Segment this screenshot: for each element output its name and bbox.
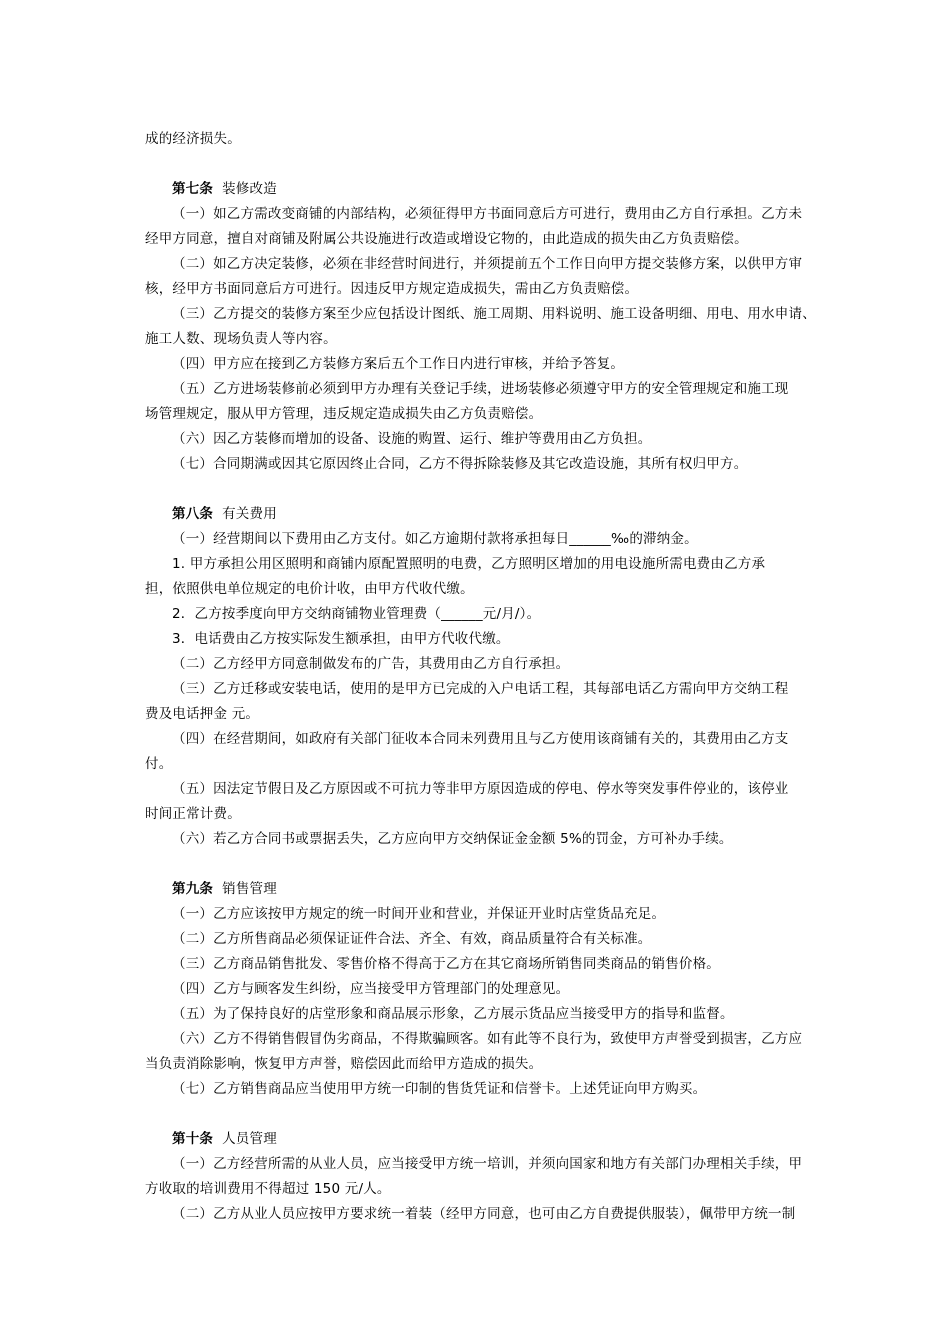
article-10-clause-1-line-2: 方收取的培训费用不得超过 150 元/人。 [145, 1181, 391, 1197]
article-7-clause-1-line-2: 经甲方同意，擅自对商铺及附属公共设施进行改造或增设它物的，由此造成的损失由乙方负责赔偿。 [145, 231, 748, 247]
article-9-clause-7: （七）乙方销售商品应当使用甲方统一印制的售货凭证和信誉卡。上述凭证向甲方购买。 [172, 1081, 707, 1097]
article-8-item-1-line-1: 1. 甲方承担公用区照明和商铺内原配置照明的电费，乙方照明区增加的用电设施所需电费由乙方承 [172, 556, 766, 572]
article-7-clause-4: （四）甲方应在接到乙方装修方案后五个工作日内进行审核，并给予答复。 [172, 356, 625, 372]
article-7-clause-7: （七）合同期满或因其它原因终止合同，乙方不得拆除装修及其它改造设施，其所有权归甲方。 [172, 456, 748, 472]
article-7-clause-2-line-1: （二）如乙方决定装修，必须在非经营时间进行，并须提前五个工作日向甲方提交装修方案，以供甲方审 [172, 256, 803, 272]
article-8-clause-4-line-2: 付。 [145, 756, 173, 772]
article-9-clause-5: （五）为了保持良好的店堂形象和商品展示形象，乙方展示货品应当接受甲方的指导和监督。 [172, 1006, 734, 1022]
article-7-clause-2-line-2: 核，经甲方书面同意后方可进行。因违反甲方规定造成损失，需由乙方负责赔偿。 [145, 281, 639, 297]
article-7-clause-6: （六）因乙方装修而增加的设备、设施的购置、运行、维护等费用由乙方负担。 [172, 431, 652, 447]
article-8-clause-3-line-1: （三）乙方迁移或安装电话，使用的是甲方已完成的入户电话工程，其每部电话乙方需向甲方交纳工程 [172, 681, 789, 697]
article-9-clause-6-line-2: 当负责消除影响，恢复甲方声誉，赔偿因此而给甲方造成的损失。 [145, 1056, 543, 1072]
article-10-heading [172, 1131, 277, 1147]
article-8-clause-5-line-2: 时间正常计费。 [145, 806, 241, 822]
article-7-clause-5-line-2: 场管理规定，服从甲方管理，违反规定造成损失由乙方负责赔偿。 [145, 406, 543, 422]
article-8-item-3: 3．电话费由乙方按实际发生额承担，由甲方代收代缴。 [172, 631, 510, 647]
article-8-clause-1: （一）经营期间以下费用由乙方支付。如乙方逾期付款将承担每日______‰的滞纳金。 [172, 531, 698, 547]
article-8-title: 有关费用 [222, 506, 277, 522]
article-7-number: 第七条 [172, 181, 214, 197]
article-9-heading [172, 881, 277, 897]
article-9-clause-3: （三）乙方商品销售批发、零售价格不得高于乙方在其它商场所销售同类商品的销售价格。 [172, 956, 720, 972]
article-9-title: 销售管理 [222, 881, 277, 897]
article-9-clause-4: （四）乙方与顾客发生纠纷，应当接受甲方管理部门的处理意见。 [172, 981, 570, 997]
article-7-title: 装修改造 [222, 181, 277, 197]
article-8-item-2: 2．乙方按季度向甲方交纳商铺物业管理费（______元/月/）。 [172, 606, 541, 622]
article-7-clause-5-line-1: （五）乙方进场装修前必须到甲方办理有关登记手续，进场装修必须遵守甲方的安全管理规定和施工现 [172, 381, 789, 397]
article-8-clause-5-line-1: （五）因法定节假日及乙方原因或不可抗力等非甲方原因造成的停电、停水等突发事件停业的，该停业 [172, 781, 789, 797]
intro-line: 成的经济损失。 [145, 131, 241, 147]
article-10-clause-2-line-1: （二）乙方从业人员应按甲方要求统一着装（经甲方同意，也可由乙方自费提供服装），佩带甲方统一制 [172, 1206, 796, 1222]
article-10-title: 人员管理 [222, 1131, 277, 1147]
article-8-heading [172, 506, 277, 522]
article-8-clause-3-line-2: 费及电话押金 元。 [145, 706, 260, 722]
article-7-clause-3-line-1: （三）乙方提交的装修方案至少应包括设计图纸、施工周期、用料说明、施工设备明细、用电、用水申请、 [172, 306, 816, 322]
article-8-clause-2: （二）乙方经甲方同意制做发布的广告，其费用由乙方自行承担。 [172, 656, 570, 672]
article-7-clause-3-line-2: 施工人数、现场负责人等内容。 [145, 331, 337, 347]
article-8-clause-4-line-1: （四）在经营期间，如政府有关部门征收本合同未列费用且与乙方使用该商铺有关的，其费用由乙方支 [172, 731, 789, 747]
article-8-clause-6: （六）若乙方合同书或票据丢失，乙方应向甲方交纳保证金金额 5%的罚金，方可补办手续。 [172, 831, 733, 847]
article-8-number: 第八条 [172, 506, 214, 522]
article-7-heading [172, 181, 277, 197]
article-9-number: 第九条 [172, 881, 214, 897]
article-9-clause-6-line-1: （六）乙方不得销售假冒伪劣商品，不得欺骗顾客。如有此等不良行为，致使甲方声誉受到损害，乙方应 [172, 1031, 803, 1047]
article-10-number: 第十条 [172, 1131, 214, 1147]
article-9-clause-1: （一）乙方应该按甲方规定的统一时间开业和营业，并保证开业时店堂货品充足。 [172, 906, 666, 922]
article-10-clause-1-line-1: （一）乙方经营所需的从业人员，应当接受甲方统一培训，并须向国家和地方有关部门办理相关手续，甲 [172, 1156, 803, 1172]
article-7-clause-1-line-1: （一）如乙方需改变商铺的内部结构，必须征得甲方书面同意后方可进行，费用由乙方自行承担。乙方未 [172, 206, 803, 222]
article-8-item-1-line-2: 担，依照供电单位规定的电价计收，由甲方代收代缴。 [145, 581, 474, 597]
article-9-clause-2: （二）乙方所售商品必须保证证件合法、齐全、有效，商品质量符合有关标准。 [172, 931, 652, 947]
